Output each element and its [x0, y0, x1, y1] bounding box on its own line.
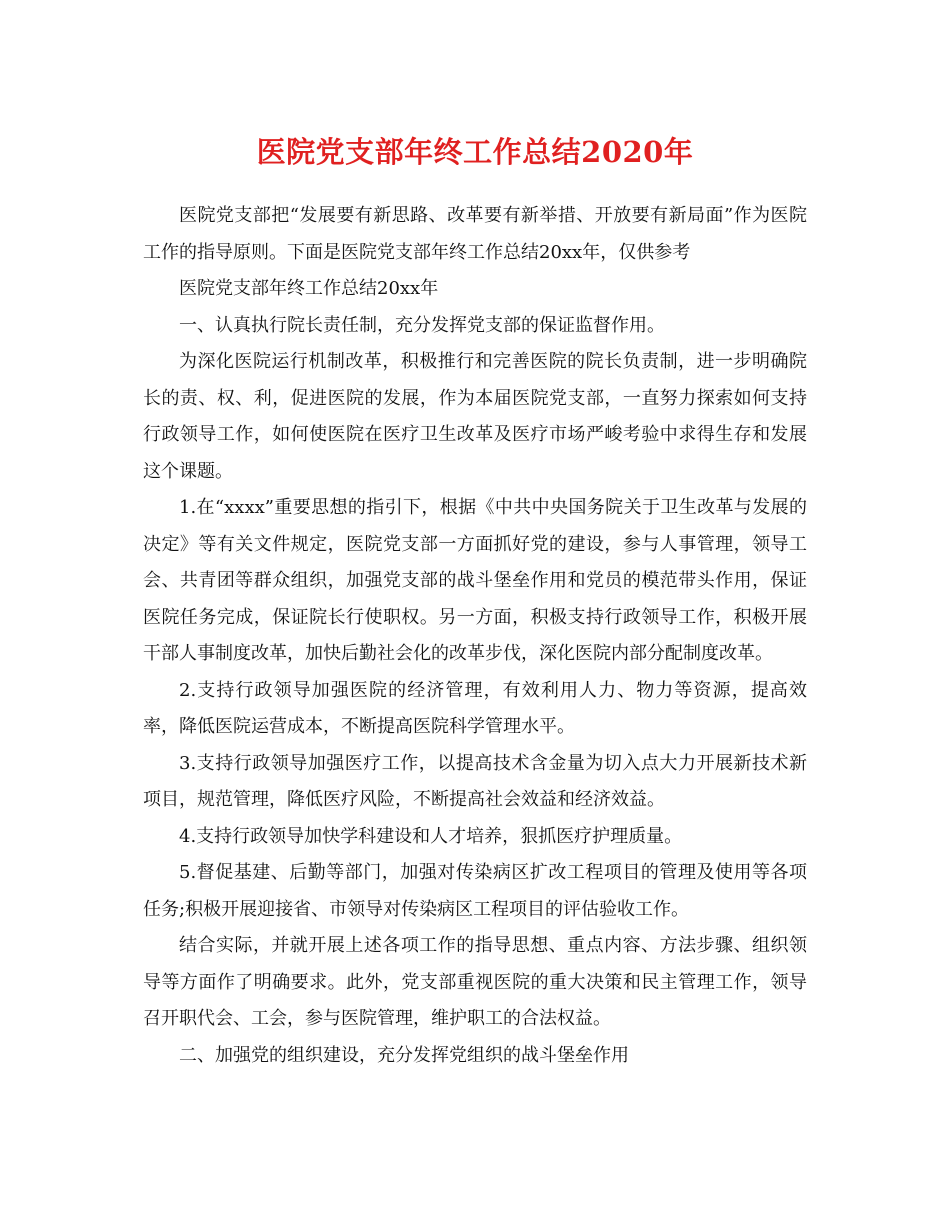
list-item-1: 1.在“xxxx”重要思想的指引下，根据《中共中央国务院关于卫生改革与发展的决定》等有关文件规定，医院党支部一方面抓好党的建设，参与人事管理，领导工会、共青团等群众组织，加强党支部的战斗堡垒作用和党员的模范带头作用，保证医院任务完成，保证院长行使职权。另一方面，积极支持行政领导工作，积极开展干部人事制度改革，加快后勤社会化的改革步伐，深化医院内部分配制度改革。 — [143, 497, 807, 664]
section-heading-2: 二、加强党的组织建设，充分发挥党组织的战斗堡垒作用 — [179, 1044, 629, 1066]
paragraph: 为深化医院运行机制改革，积极推行和完善医院的院长负责制，进一步明确院长的责、权、利，促进医院的发展，作为本届医院党支部，一直努力探索如何支持行政领导工作，如何使医院在医疗卫生改革及医疗市场严峻考验中求得生存和发展这个课题。 — [143, 351, 807, 482]
list-item-5: 5.督促基建、后勤等部门，加强对传染病区扩改工程项目的管理及使用等各项任务;积极开展迎接省、市领导对传染病区工程项目的评估验收工作。 — [143, 862, 807, 920]
document-body — [143, 198, 807, 1074]
paragraph-subtitle: 医院党支部年终工作总结20xx年 — [179, 278, 439, 299]
list-item-2: 2.支持行政领导加强医院的经济管理，有效利用人力、物力等资源，提高效率，降低医院运营成本，不断提高医院科学管理水平。 — [143, 679, 807, 737]
section-heading-1: 一、认真执行院长责任制，充分发挥党支部的保证监督作用。 — [179, 314, 665, 336]
list-item-3: 3.支持行政领导加强医疗工作，以提高技术含金量为切入点大力开展新技术新项目，规范管理，降低医疗风险，不断提高社会效益和经济效益。 — [143, 752, 807, 810]
paragraph: 结合实际，并就开展上述各项工作的指导思想、重点内容、方法步骤、组织领导等方面作了明确要求。此外，党支部重视医院的重大决策和民主管理工作，领导召开职代会、工会，参与医院管理，维护职工的合法权益。 — [143, 935, 807, 1029]
document-title: 医院党支部年终工作总结2020年 — [256, 135, 694, 169]
list-item-4: 4.支持行政领导加快学科建设和人才培养，狠抓医疗护理质量。 — [179, 825, 683, 847]
paragraph-intro: 医院党支部把“发展要有新思路、改革要有新举措、开放要有新局面”作为医院工作的指导原则。下面是医院党支部年终工作总结20xx年，仅供参考 — [143, 205, 807, 263]
